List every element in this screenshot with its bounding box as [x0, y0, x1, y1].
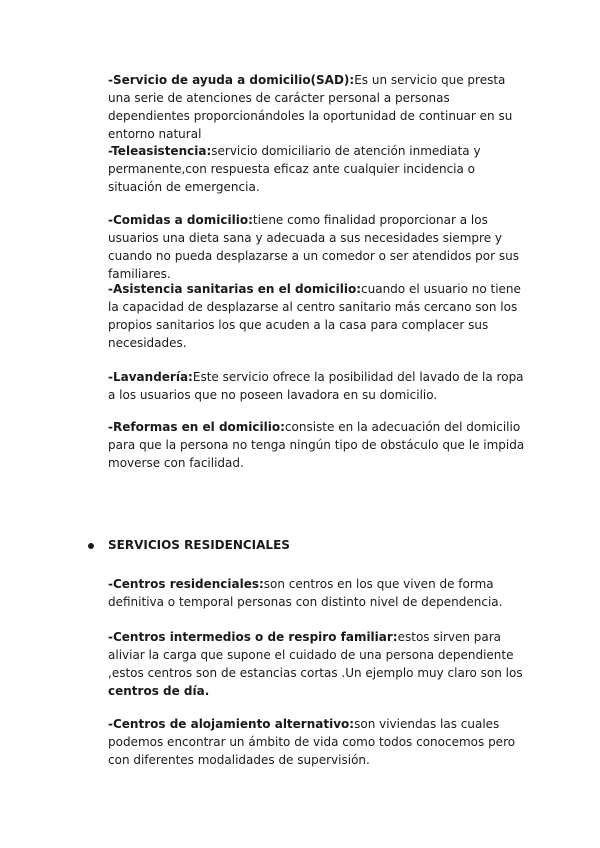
item-title: -Centros intermedios o de respiro familiar:: [108, 630, 398, 644]
item-title: -Centros de alojamiento alternativo:: [108, 717, 355, 731]
item-lavanderia: [108, 368, 528, 404]
item-tail-bold: centros de día.: [108, 684, 210, 698]
item-title: -Servicio de ayuda a domicilio(SAD):: [108, 73, 355, 87]
item-text: consiste en la adecuación del domicilio para que la persona no tenga ningún tipo de obstáculo que le impida moverse con facilidad.: [108, 420, 525, 470]
item-reformas-domicilio: [108, 418, 528, 472]
item-text: Es un servicio que presta una serie de atenciones de carácter personal a personas dependientes proporcionándoles la oportunidad de continuar en su entorno natural: [108, 73, 513, 141]
item-text: son centros en los que viven de forma definitiva o temporal personas con distinto nivel de dependencia.: [108, 577, 503, 609]
item-text: son viviendas las cuales podemos encontrar un ámbito de vida como todos conocemos pero con diferentes modalidades de supervisión.: [108, 717, 516, 767]
item-title: -Reformas en el domicilio:: [108, 420, 285, 434]
item-centros-alojamiento: [108, 715, 528, 769]
item-teleasistencia: [108, 142, 528, 196]
bullet-icon: [88, 543, 94, 549]
section-title-residenciales: SERVICIOS RESIDENCIALES: [108, 538, 290, 552]
item-title: -Comidas a domicilio:: [108, 213, 253, 227]
item-centros-residenciales: [108, 575, 528, 611]
item-text: servicio domiciliario de atención inmediata y permanente,con respuesta eficaz ante cualquier incidencia o situación de emergencia.: [108, 144, 481, 194]
item-title: -Lavandería:: [108, 370, 193, 384]
item-text: estos sirven para aliviar la carga que supone el cuidado de una persona dependiente ,estos centros son de estancias cortas .Un ejemplo muy claro son los: [108, 630, 523, 680]
item-text: cuando el usuario no tiene la capacidad de desplazarse al centro sanitario más cercano son los propios sanitarios los que acuden a la casa para complacer sus necesidades.: [108, 282, 521, 350]
item-servicio-ayuda-domicilio: [108, 71, 528, 143]
item-asistencia-sanitaria: [108, 280, 528, 352]
item-comidas-domicilio: [108, 211, 528, 283]
item-title: -Teleasistencia:: [108, 144, 212, 158]
item-centros-intermedios: [108, 628, 528, 700]
item-title: -Centros residenciales:: [108, 577, 264, 591]
item-text: Este servicio ofrece la posibilidad del lavado de la ropa a los usuarios que no poseen lavadora en su domicilio.: [108, 370, 524, 402]
item-text: tiene como finalidad proporcionar a los usuarios una dieta sana y adecuada a sus necesidades siempre y cuando no pueda desplazarse a un comedor o ser atendidos por sus familiares.: [108, 213, 519, 281]
item-title: -Asistencia sanitarias en el domicilio:: [108, 282, 362, 296]
